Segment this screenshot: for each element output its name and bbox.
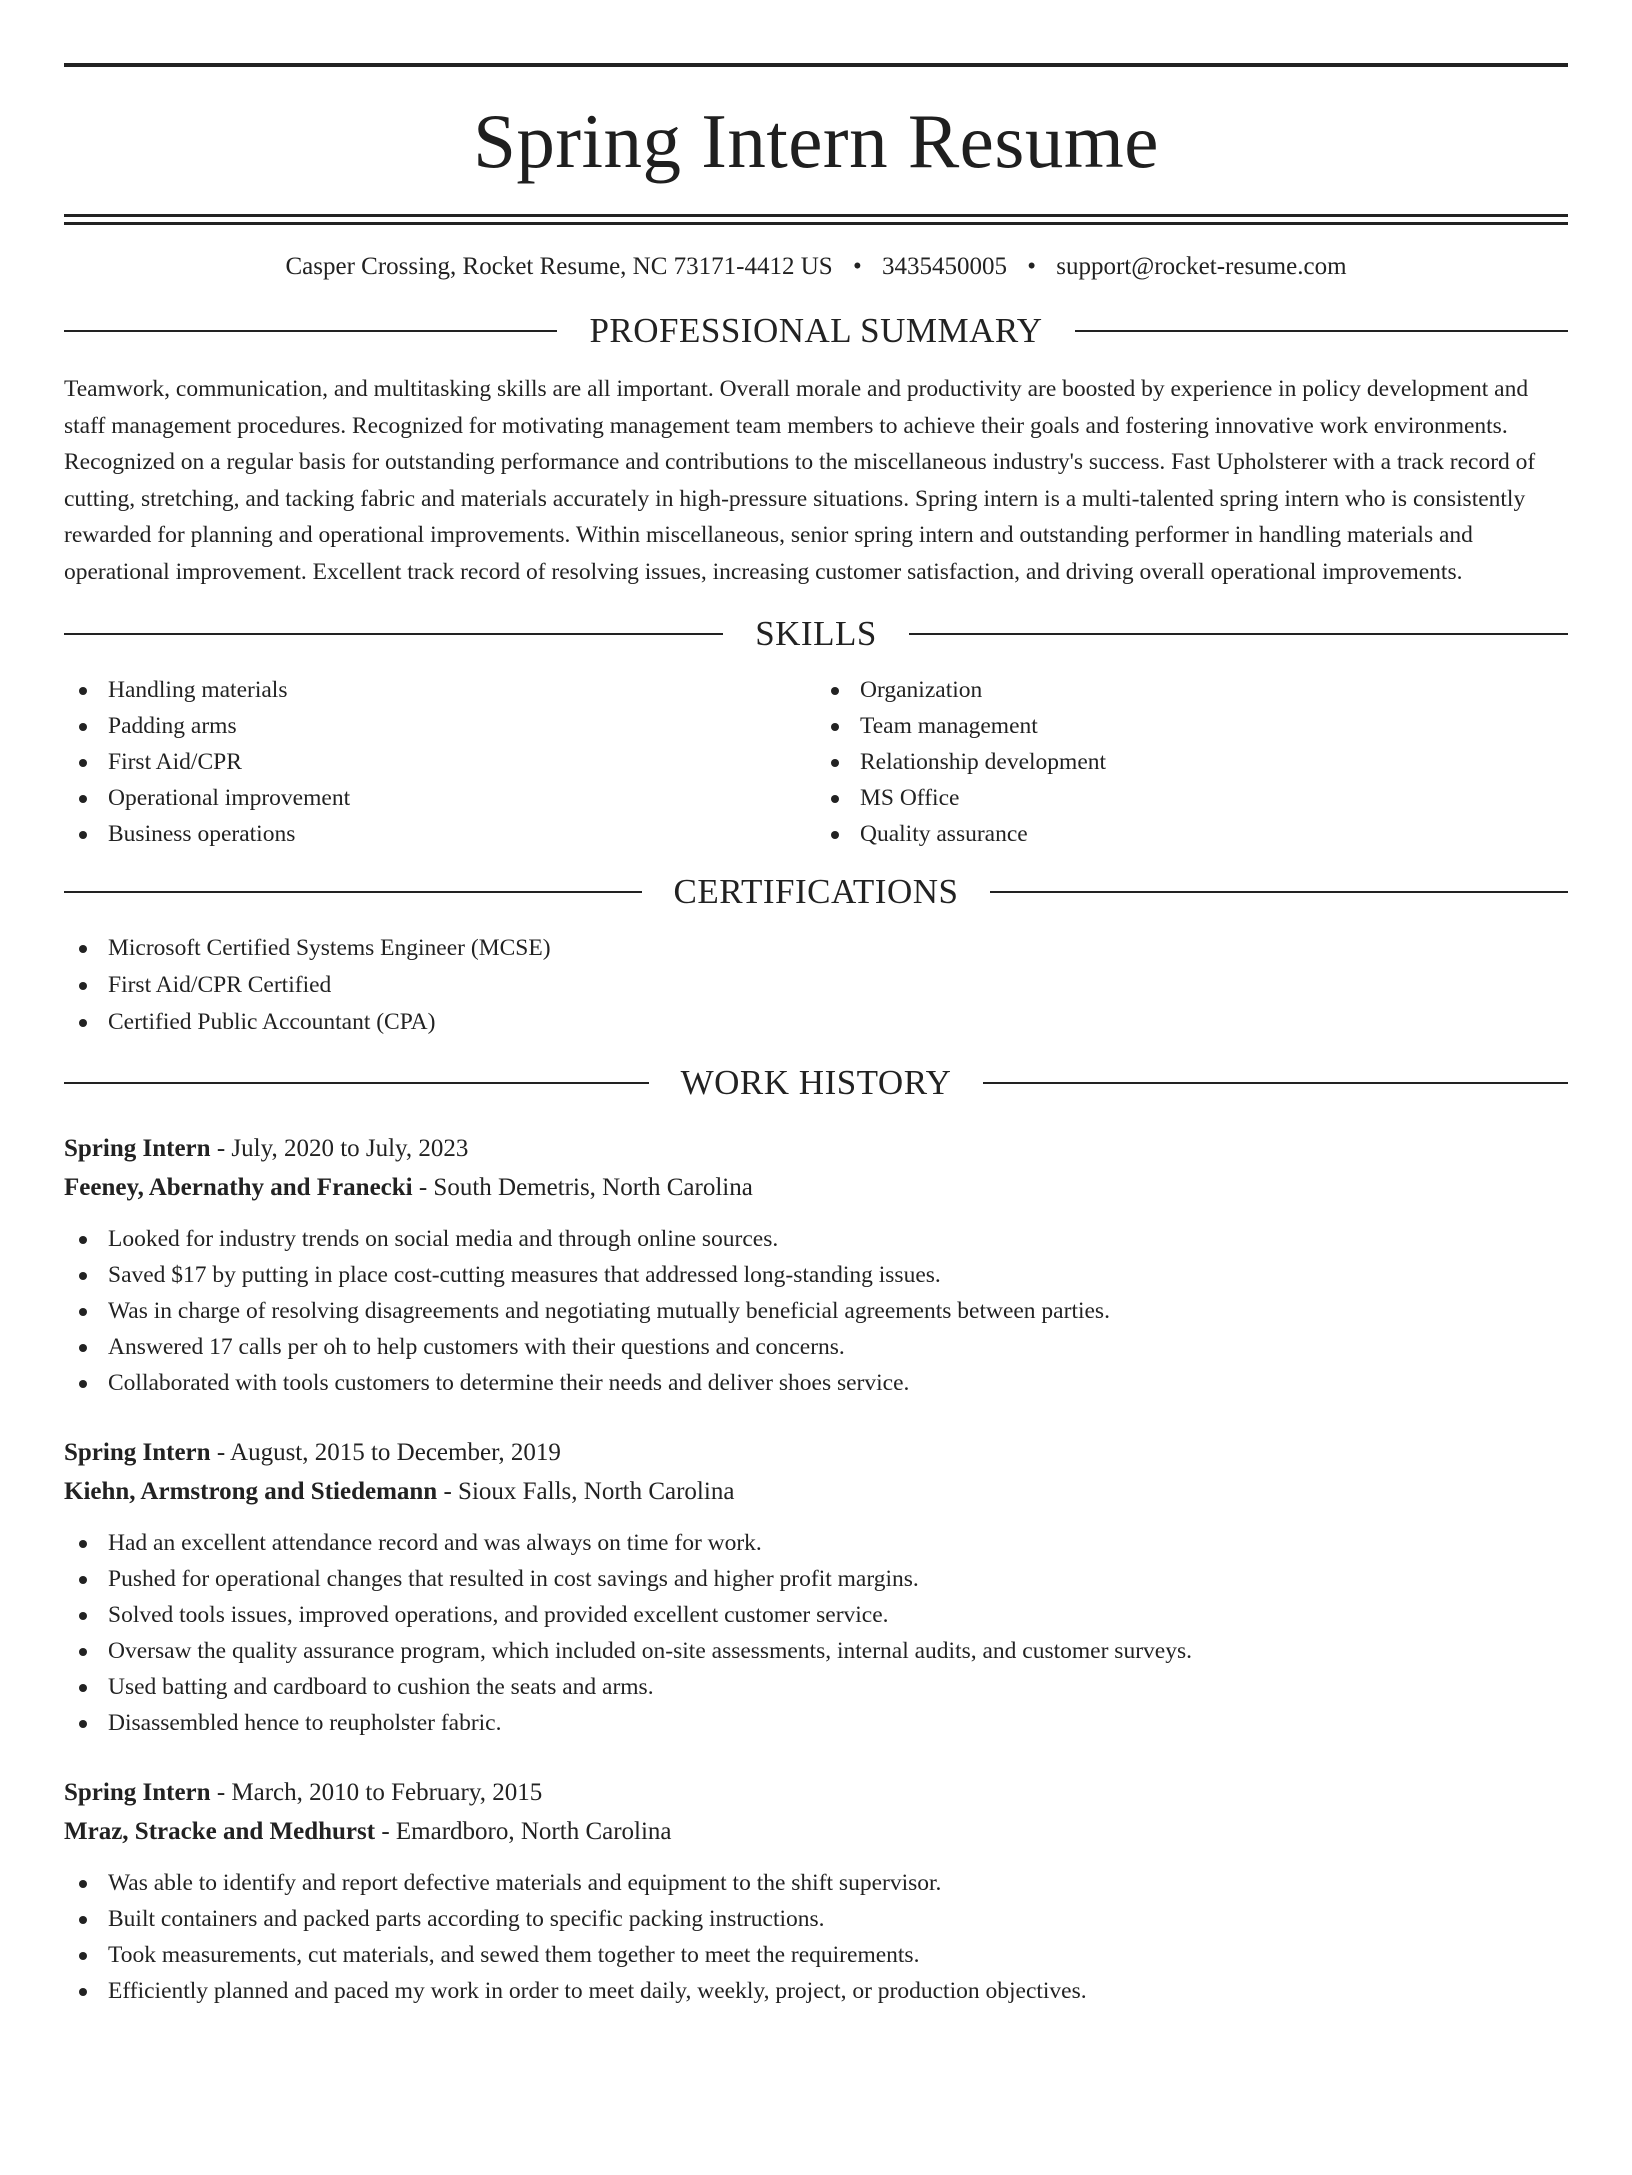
job-company-line bbox=[64, 1168, 1568, 1207]
professional-summary: Teamwork, communication, and multitasking skills are all important. Overall morale and productivity are boosted by experience in policy development and staff management procedures. Recognized for motivating management team members to achieve their goals and fostering innovative work environments. Recognized on a regular basis for outstanding performance and contributions to the miscellaneous industry's success. Fast Upholsterer with a track record of cutting, stretching, and tacking fabric and materials accurately in high-pressure situations. Spring intern is a multi-talented spring intern who is consistently rewarded for planning and operational improvements. Within miscellaneous, senior spring intern and outstanding performer in handling materials and operational improvement. Excellent track record of resolving issues, increasing customer satisfaction, and driving overall operational improvements. bbox=[64, 376, 1536, 585]
job-dates: - July, 2020 to July, 2023 bbox=[210, 1134, 469, 1162]
skill-item: Handling materials bbox=[64, 672, 816, 708]
job-bullet: Pushed for operational changes that resulted in cost savings and higher profit margins. bbox=[64, 1561, 1568, 1597]
work-history-section-header bbox=[64, 1063, 1568, 1103]
skills-column-right bbox=[816, 672, 1568, 852]
contact-separator: • bbox=[1027, 253, 1036, 280]
job-bullet: Was in charge of resolving disagreements and negotiating mutually beneficial agreements between parties. bbox=[64, 1293, 1568, 1329]
job-bullet: Saved $17 by putting in place cost-cutting measures that addressed long-standing issues. bbox=[64, 1257, 1568, 1293]
contact-separator: • bbox=[852, 253, 862, 280]
skill-item: First Aid/CPR bbox=[64, 744, 816, 780]
contact-line bbox=[64, 253, 1568, 281]
job-bullets bbox=[64, 1865, 1568, 2009]
job-bullet: Looked for industry trends on social media and through online sources. bbox=[64, 1221, 1568, 1257]
job-title-line bbox=[64, 1129, 1568, 1168]
job-bullet: Was able to identify and report defective materials and equipment to the shift supervisor. bbox=[64, 1865, 1568, 1901]
job-location: - South Demetris, North Carolina bbox=[412, 1173, 753, 1201]
job-bullet: Took measurements, cut materials, and sewed them together to meet the requirements. bbox=[64, 1937, 1568, 1973]
contact-address: Casper Crossing, Rocket Resume, NC 73171-4412 US bbox=[285, 253, 833, 280]
certifications-list bbox=[64, 930, 1568, 1041]
resume-page bbox=[0, 63, 1632, 2175]
skills-section-header bbox=[64, 614, 1568, 654]
section-rule bbox=[64, 330, 557, 332]
top-rule bbox=[64, 63, 1568, 67]
job-company-line bbox=[64, 1812, 1568, 1851]
job-title: Spring Intern bbox=[64, 1134, 211, 1162]
skill-item: Relationship development bbox=[816, 744, 1568, 780]
job-title: Spring Intern bbox=[64, 1778, 211, 1806]
work-history-section-title: WORK HISTORY bbox=[680, 1062, 952, 1102]
job-location: - Sioux Falls, North Carolina bbox=[437, 1477, 735, 1505]
job-title-line bbox=[64, 1773, 1568, 1812]
certifications-section-header bbox=[64, 872, 1568, 912]
section-rule bbox=[1075, 330, 1568, 332]
job-bullet: Built containers and packed parts according to specific packing instructions. bbox=[64, 1901, 1568, 1937]
skills-list bbox=[64, 672, 1568, 852]
contact-phone: 3435450005 bbox=[881, 253, 1007, 280]
certification-item: Certified Public Accountant (CPA) bbox=[64, 1004, 1568, 1041]
job-bullet: Had an excellent attendance record and was always on time for work. bbox=[64, 1525, 1568, 1561]
job-title: Spring Intern bbox=[64, 1438, 211, 1466]
section-rule bbox=[983, 1082, 1568, 1084]
skill-item: Padding arms bbox=[64, 708, 816, 744]
job-entry bbox=[64, 1433, 1568, 1741]
skills-section-title: SKILLS bbox=[755, 613, 877, 653]
job-company: Feeney, Abernathy and Franecki bbox=[64, 1173, 413, 1201]
skill-item: Operational improvement bbox=[64, 780, 816, 816]
job-bullet: Efficiently planned and paced my work in order to meet daily, weekly, project, or production objectives. bbox=[64, 1973, 1568, 2009]
skill-item: Organization bbox=[816, 672, 1568, 708]
section-rule bbox=[64, 891, 642, 893]
job-bullets bbox=[64, 1221, 1568, 1401]
certification-item: Microsoft Certified Systems Engineer (MCSE) bbox=[64, 930, 1568, 967]
job-location: - Emardboro, North Carolina bbox=[375, 1817, 672, 1845]
job-dates: - March, 2010 to February, 2015 bbox=[210, 1778, 543, 1806]
skills-column-left bbox=[64, 672, 816, 852]
contact-email: support@rocket-resume.com bbox=[1056, 253, 1347, 280]
job-bullet: Oversaw the quality assurance program, which included on-site assessments, internal audits, and customer surveys. bbox=[64, 1633, 1568, 1669]
job-bullet: Used batting and cardboard to cushion the seats and arms. bbox=[64, 1669, 1568, 1705]
section-rule bbox=[64, 1082, 649, 1084]
skill-item: Business operations bbox=[64, 816, 816, 852]
certifications-section-title: CERTIFICATIONS bbox=[673, 871, 959, 911]
skill-item: Quality assurance bbox=[816, 816, 1568, 852]
job-bullet: Collaborated with tools customers to determine their needs and deliver shoes service. bbox=[64, 1365, 1568, 1401]
job-entry bbox=[64, 1773, 1568, 2009]
job-bullets bbox=[64, 1525, 1568, 1741]
job-entry bbox=[64, 1129, 1568, 1401]
summary-section-title: PROFESSIONAL SUMMARY bbox=[589, 311, 1043, 350]
section-rule bbox=[64, 633, 723, 635]
job-bullet: Disassembled hence to reupholster fabric. bbox=[64, 1705, 1568, 1741]
job-company: Mraz, Stracke and Medhurst bbox=[64, 1817, 376, 1845]
job-dates: - August, 2015 to December, 2019 bbox=[210, 1438, 561, 1466]
job-bullet: Answered 17 calls per oh to help customers with their questions and concerns. bbox=[64, 1329, 1568, 1365]
skill-item: Team management bbox=[816, 708, 1568, 744]
job-bullet: Solved tools issues, improved operations, and provided excellent customer service. bbox=[64, 1597, 1568, 1633]
job-title-line bbox=[64, 1433, 1568, 1472]
summary-section-header bbox=[64, 311, 1568, 351]
title-double-rule bbox=[64, 214, 1568, 225]
certification-item: First Aid/CPR Certified bbox=[64, 967, 1568, 1004]
resume-title: Spring Intern Resume bbox=[473, 98, 1159, 184]
skill-item: MS Office bbox=[816, 780, 1568, 816]
section-rule bbox=[990, 891, 1568, 893]
section-rule bbox=[909, 633, 1568, 635]
job-company: Kiehn, Armstrong and Stiedemann bbox=[64, 1477, 438, 1505]
job-company-line bbox=[64, 1472, 1568, 1511]
